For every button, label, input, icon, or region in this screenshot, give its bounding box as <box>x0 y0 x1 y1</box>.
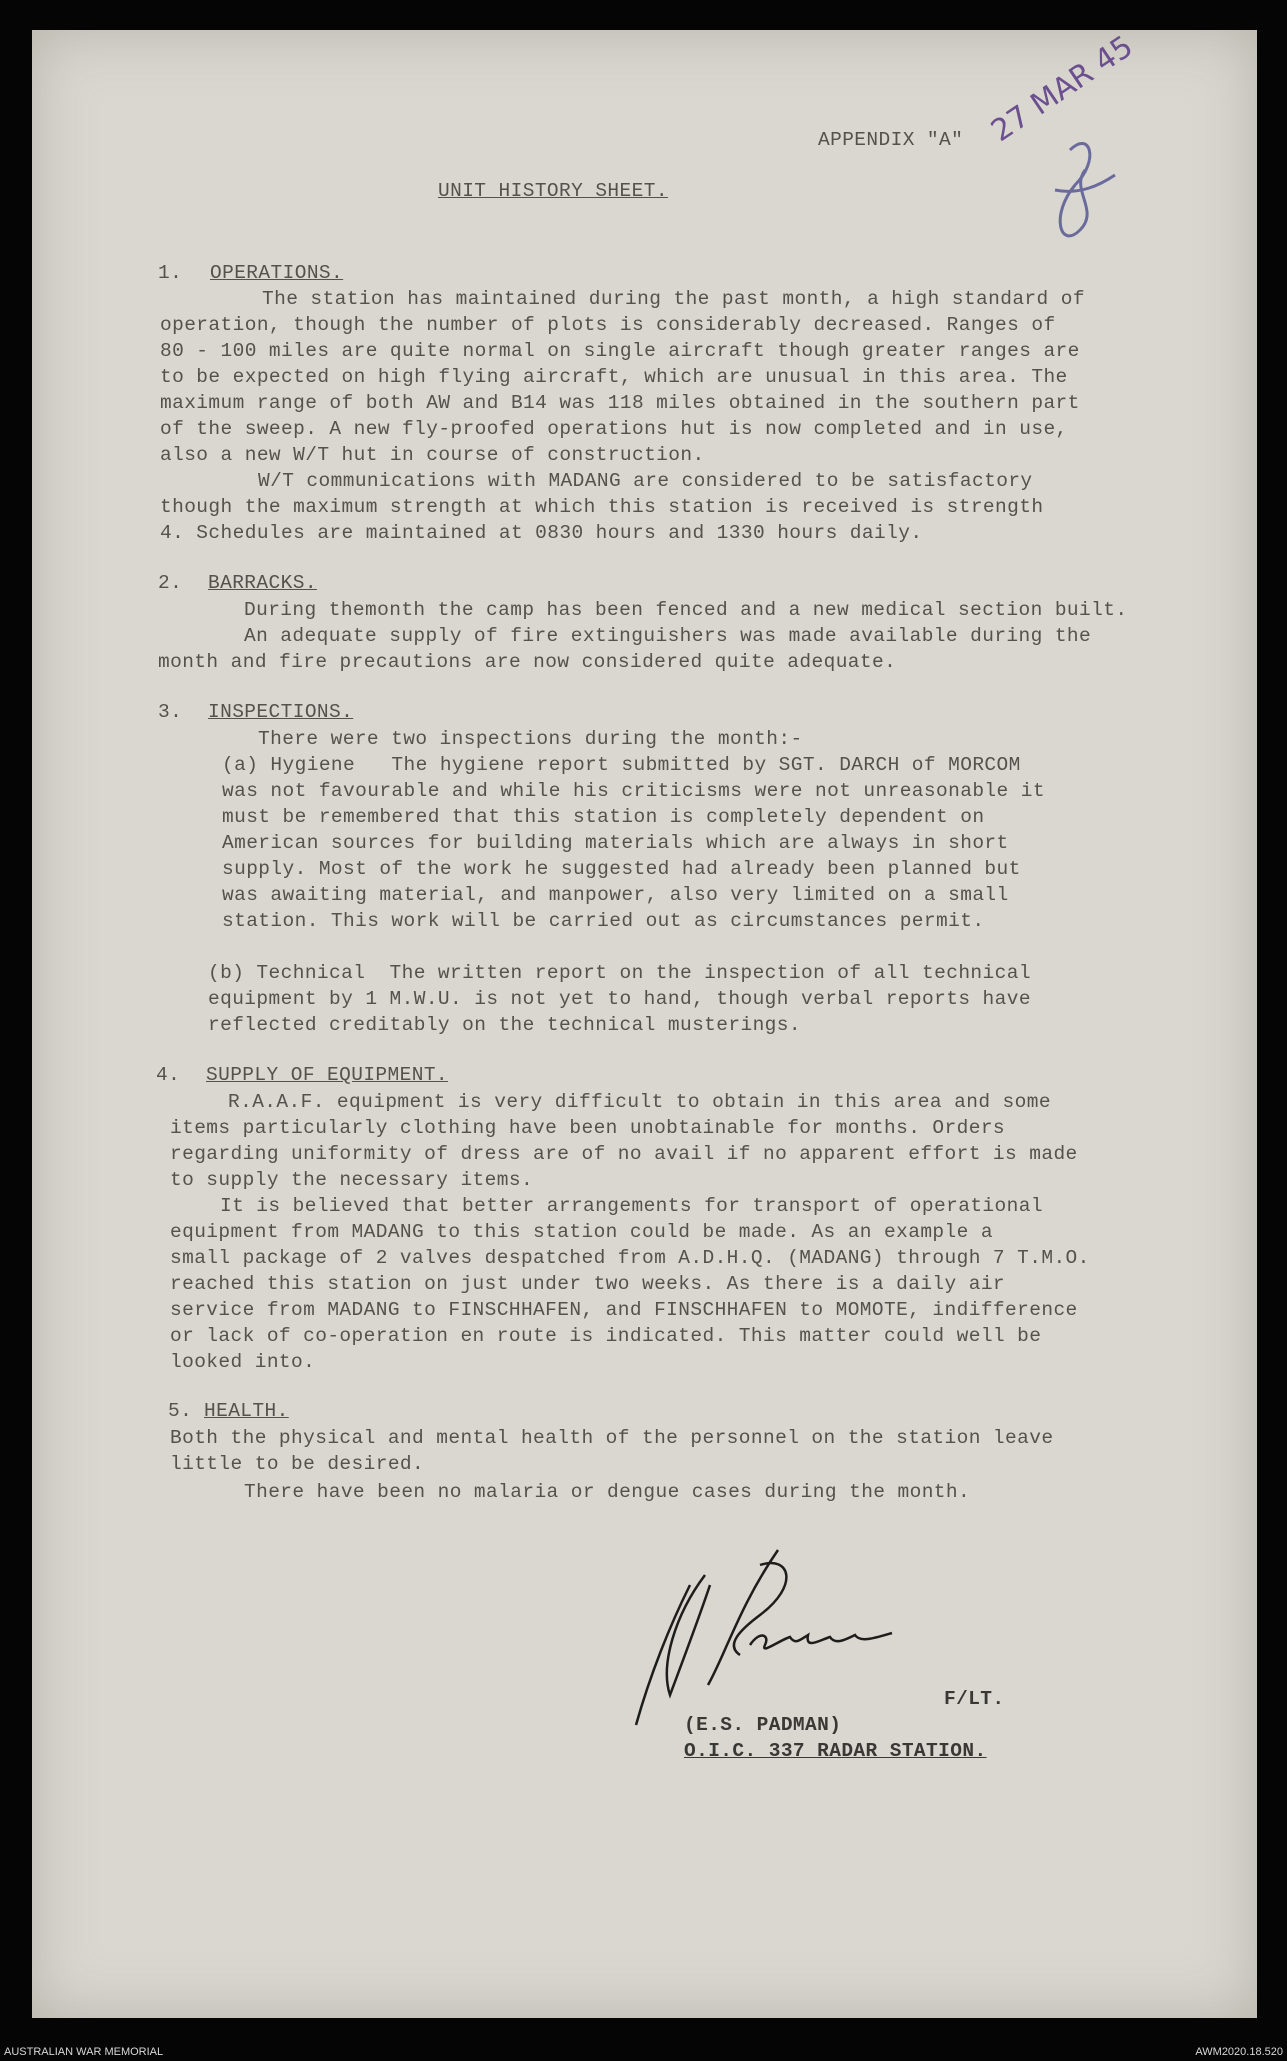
text-line: was awaiting material, and manpower, also very limited on a small <box>222 884 1009 906</box>
text-line: Both the physical and mental health of the personnel on the station leave <box>170 1427 1054 1449</box>
text-line: was not favourable and while his criticisms were not unreasonable it <box>222 780 1045 802</box>
text-line: to be expected on high flying aircraft, which are unusual in this area. The <box>160 366 1068 388</box>
signatory-rank: F/LT. <box>944 1688 1005 1710</box>
text-line: (b) Technical The written report on the inspection of all technical <box>208 962 1031 984</box>
section-number: 3. <box>158 701 183 723</box>
text-line: supply. Most of the work he suggested had already been planned but <box>222 858 1021 880</box>
text-line: month and fire precautions are now considered quite adequate. <box>158 651 897 673</box>
text-line: (a) Hygiene The hygiene report submitted by SGT. DARCH of MORCOM <box>222 754 1021 776</box>
signatory-name: (E.S. PADMAN) <box>684 1714 842 1736</box>
text-line: An adequate supply of fire extinguishers was made available during the <box>244 625 1092 647</box>
text-line: of the sweep. A new fly-proofed operations hut is now completed and in use, <box>160 418 1068 440</box>
text-line: looked into. <box>170 1351 316 1373</box>
text-line: There have been no malaria or dengue cases during the month. <box>244 1481 971 1503</box>
date-stamp: 27 MAR 45 <box>985 29 1140 150</box>
text-line: also a new W/T hut in course of construction. <box>160 444 705 466</box>
text-line: equipment by 1 M.W.U. is not yet to hand, though verbal reports have <box>208 988 1031 1010</box>
text-line: There were two inspections during the month:- <box>258 728 803 750</box>
handwritten-signature <box>630 1545 900 1735</box>
text-line: though the maximum strength at which this station is received is strength <box>160 496 1044 518</box>
appendix-label: APPENDIX "A" <box>818 129 964 151</box>
text-line: or lack of co-operation en route is indicated. This matter could well be <box>170 1325 1042 1347</box>
text-line: reflected creditably on the technical musterings. <box>208 1014 801 1036</box>
text-line: reached this station on just under two weeks. As there is a daily air <box>170 1273 1006 1295</box>
section-heading: OPERATIONS. <box>210 262 344 284</box>
text-line: 80 - 100 miles are quite normal on single aircraft though greater ranges are <box>160 340 1080 362</box>
text-line: maximum range of both AW and B14 was 118 miles obtained in the southern part <box>160 392 1080 414</box>
signatory-position: O.I.C. 337 RADAR STATION. <box>684 1740 987 1762</box>
text-line: to supply the necessary items. <box>170 1169 534 1191</box>
text-line: little to be desired. <box>170 1453 425 1475</box>
section-number: 5. <box>168 1400 193 1422</box>
section-number: 4. <box>156 1064 181 1086</box>
text-line: 4. Schedules are maintained at 0830 hours and 1330 hours daily. <box>160 522 923 544</box>
section-heading: SUPPLY OF EQUIPMENT. <box>206 1064 449 1086</box>
text-line: R.A.A.F. equipment is very difficult to obtain in this area and some <box>228 1091 1051 1113</box>
text-line: American sources for building materials which are always in short <box>222 832 1009 854</box>
text-line: The station has maintained during the past month, a high standard of <box>262 288 1085 310</box>
text-line: station. This work will be carried out as circumstances permit. <box>222 910 985 932</box>
initials-mark <box>1030 130 1120 260</box>
section-number: 2. <box>158 572 183 594</box>
section-number: 1. <box>158 262 183 284</box>
text-line: items particularly clothing have been unobtainable for months. Orders <box>170 1117 1006 1139</box>
text-line: It is believed that better arrangements for transport of operational <box>220 1195 1043 1217</box>
text-line: service from MADANG to FINSCHHAFEN, and FINSCHHAFEN to MOMOTE, indifference <box>170 1299 1078 1321</box>
document-title: UNIT HISTORY SHEET. <box>438 180 668 202</box>
text-line: regarding uniformity of dress are of no avail if no apparent effort is made <box>170 1143 1078 1165</box>
text-line: equipment from MADANG to this station could be made. As an example a <box>170 1221 993 1243</box>
section-heading: BARRACKS. <box>208 572 317 594</box>
text-line: W/T communications with MADANG are considered to be satisfactory <box>258 470 1033 492</box>
text-line: During themonth the camp has been fenced and a new medical section built. <box>244 599 1128 621</box>
footer-right: AWM2020.18.520 <box>1195 2046 1283 2058</box>
text-line: must be remembered that this station is completely dependent on <box>222 806 985 828</box>
text-line: small package of 2 valves despatched from A.D.H.Q. (MADANG) through 7 T.M.O. <box>170 1247 1090 1269</box>
section-heading: INSPECTIONS. <box>208 701 354 723</box>
text-line: operation, though the number of plots is considerably decreased. Ranges of <box>160 314 1056 336</box>
section-heading: HEALTH. <box>204 1400 289 1422</box>
footer-left: AUSTRALIAN WAR MEMORIAL <box>4 2046 164 2058</box>
